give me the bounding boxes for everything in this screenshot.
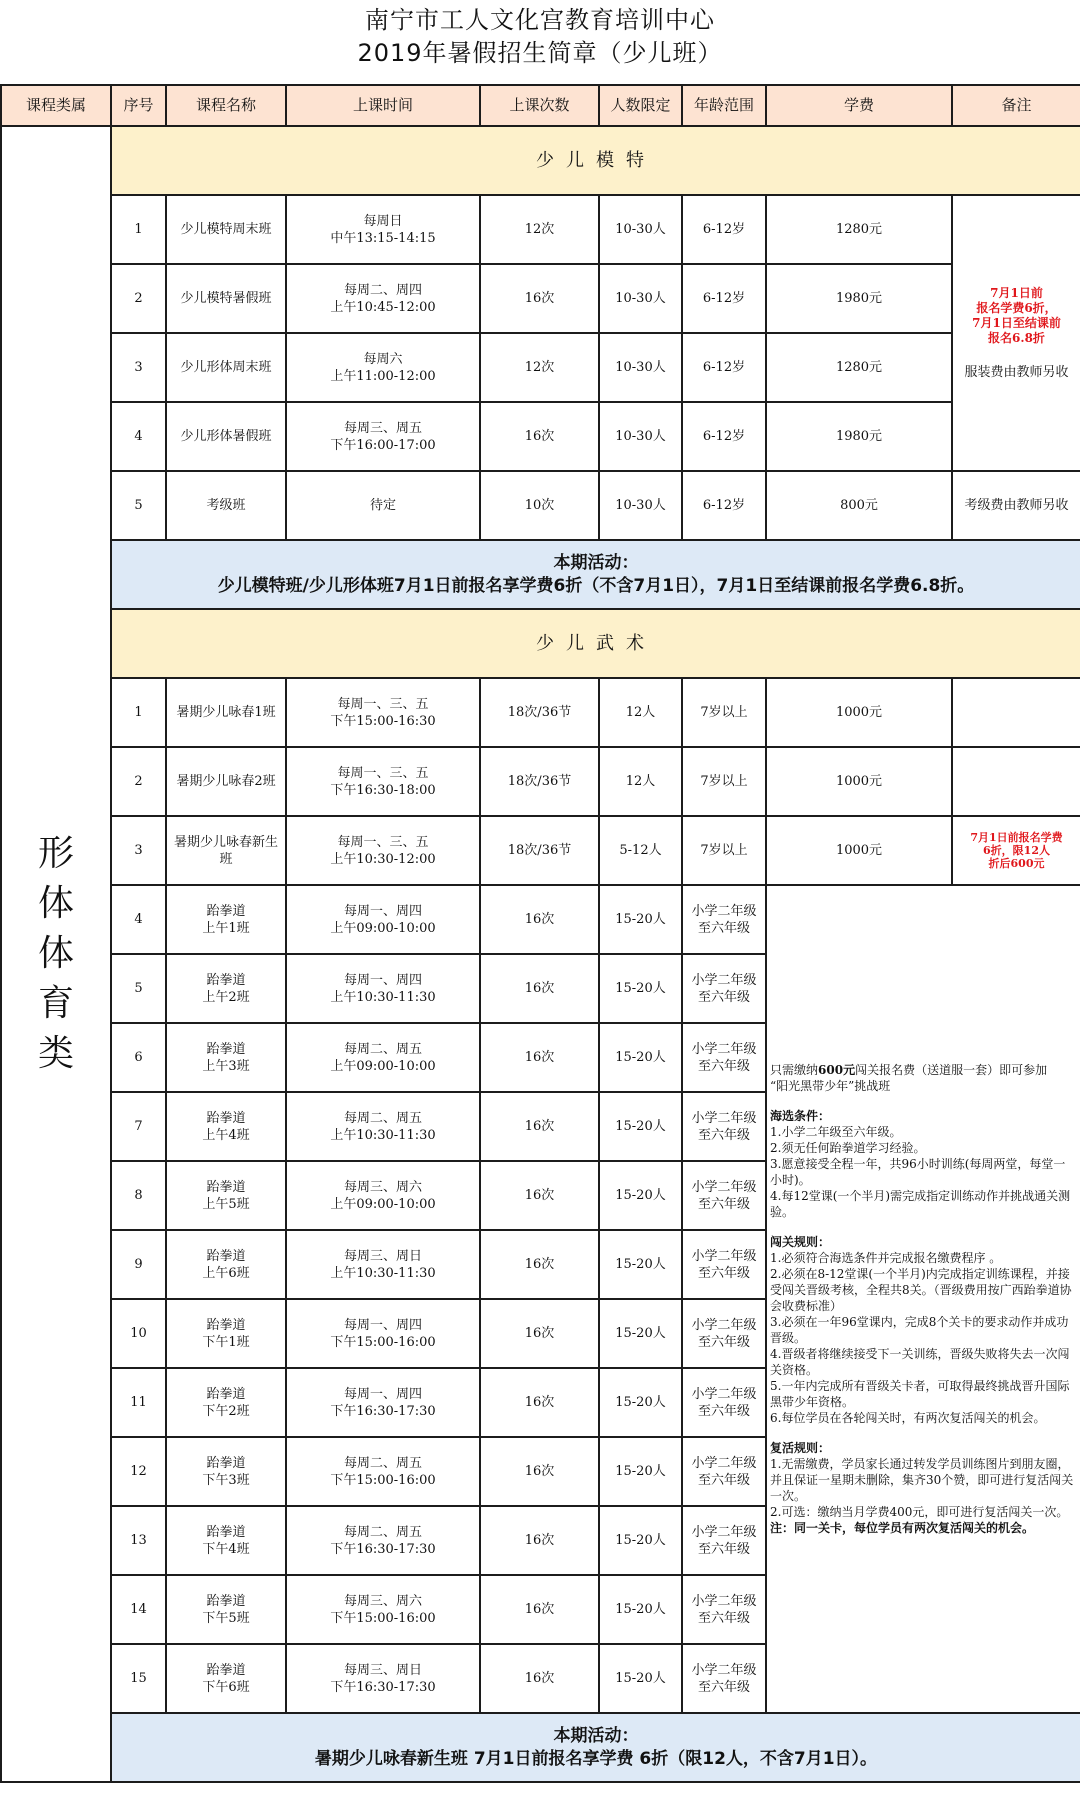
row-name: 跆拳道 上午5班 [166,1161,286,1230]
row-age: 小学二年级 至六年级 [682,1575,766,1644]
row-no: 1 [111,195,166,264]
section-title-modeling: 少儿模特 [111,126,1080,195]
row-time: 每周二、周五 上午09:00-10:00 [286,1023,480,1092]
row-capacity: 15-20人 [599,1161,682,1230]
header-capacity: 人数限定 [599,85,682,126]
row-time: 每周一、周四 下午15:00-16:00 [286,1299,480,1368]
row-name: 考级班 [166,471,286,540]
row-sessions: 18次/36节 [480,678,599,747]
row-no: 4 [111,885,166,954]
row-name: 跆拳道 下午4班 [166,1506,286,1575]
section-martial-header-row [1,609,1080,678]
row-name: 跆拳道 上午4班 [166,1092,286,1161]
row-time: 待定 [286,471,480,540]
row-capacity: 15-20人 [599,1437,682,1506]
row-no: 9 [111,1230,166,1299]
row-sessions: 16次 [480,1230,599,1299]
table-row [1,402,1080,471]
row-name: 暑期少儿咏春1班 [166,678,286,747]
rules-revive-text: 1.无需缴费，学员家长通过转发学员训练图片到朋友圈，并且保证一星期未删除，集齐30个赞，即可进行复活闯关一次。 2.可选：缴纳当月学费400元，即可进行复活闯关一次。 [770,1457,1074,1519]
row-no: 5 [111,954,166,1023]
page-title [0,0,1080,84]
category-label: 形 体 体 育 类 [1,126,111,1782]
row-age: 小学二年级 至六年级 [682,885,766,954]
row-capacity: 15-20人 [599,1299,682,1368]
row-sessions: 12次 [480,195,599,264]
row-capacity: 10-30人 [599,264,682,333]
row-sessions: 16次 [480,1506,599,1575]
row-sessions: 16次 [480,264,599,333]
row-age: 小学二年级 至六年级 [682,1023,766,1092]
row-no: 15 [111,1644,166,1713]
activity-title: 本期活动： [553,1725,639,1746]
row-time: 每周日 中午13:15-14:15 [286,195,480,264]
row-name: 跆拳道 上午3班 [166,1023,286,1092]
table-row [1,747,1080,816]
row-name: 跆拳道 上午1班 [166,885,286,954]
header-time: 上课时间 [286,85,480,126]
row-name: 跆拳道 下午2班 [166,1368,286,1437]
row-sessions: 16次 [480,1299,599,1368]
table-row [1,885,1080,954]
modeling-discount-note [952,195,1080,471]
header-age: 年龄范围 [682,85,766,126]
row-sessions: 12次 [480,333,599,402]
table-row [1,333,1080,402]
header-sessions: 上课次数 [480,85,599,126]
row-no: 10 [111,1299,166,1368]
costume-fee-note: 服装费由教师另收 [964,364,1069,380]
row-capacity: 15-20人 [599,1023,682,1092]
row-age: 6-12岁 [682,264,766,333]
row-sessions: 16次 [480,1368,599,1437]
row-time: 每周一、三、五 下午16:30-18:00 [286,747,480,816]
activity-banner-modeling [111,540,1080,609]
row-sessions: 16次 [480,885,599,954]
activity-row-modeling [1,540,1080,609]
row-capacity: 15-20人 [599,1644,682,1713]
row-name: 跆拳道 下午1班 [166,1299,286,1368]
activity-text: 少儿模特班/少儿形体班7月1日前报名享学费6折（不含7月1日），7月1日至结课前报名学费6.8折。 [217,575,975,596]
rules-heading-selection: 海选条件： [770,1109,831,1123]
row-sessions: 10次 [480,471,599,540]
row-capacity: 10-30人 [599,333,682,402]
header-fee: 学费 [766,85,952,126]
row-name: 跆拳道 上午6班 [166,1230,286,1299]
row-time: 每周一、周四 上午10:30-11:30 [286,954,480,1023]
row-name: 跆拳道 下午3班 [166,1437,286,1506]
activity-text: 暑期少儿咏春新生班 7月1日前报名享学费 6折（限12人，不含7月1日）。 [314,1748,878,1769]
row-age: 小学二年级 至六年级 [682,1161,766,1230]
row-no: 8 [111,1161,166,1230]
row-age: 7岁以上 [682,816,766,885]
row-capacity: 10-30人 [599,402,682,471]
discount-note-red: 7月1日前 报名学费6折， 7月1日至结课前 报名6.8折 [972,285,1061,345]
row-no: 1 [111,678,166,747]
row-capacity: 12人 [599,747,682,816]
row-name: 少儿模特周末班 [166,195,286,264]
row-time: 每周二、周五 上午10:30-11:30 [286,1092,480,1161]
row-age: 小学二年级 至六年级 [682,1506,766,1575]
row-sessions: 16次 [480,1092,599,1161]
row-capacity: 10-30人 [599,195,682,264]
activity-title: 本期活动： [553,552,639,573]
wing-chun-discount-note: 7月1日前报名学费 6折，限12人 折后600元 [952,816,1080,885]
exam-fee-note: 考级费由教师另收 [952,471,1080,540]
row-capacity: 5-12人 [599,816,682,885]
table-row [1,816,1080,885]
row-capacity: 15-20人 [599,1230,682,1299]
row-sessions: 16次 [480,1575,599,1644]
row-name: 跆拳道 下午5班 [166,1575,286,1644]
row-sessions: 16次 [480,1437,599,1506]
row-no: 2 [111,747,166,816]
header-note: 备注 [952,85,1080,126]
title-line-2: 2019年暑假招生简章（少儿班） [357,39,723,67]
row-sessions: 16次 [480,1023,599,1092]
row-time: 每周二、周五 下午15:00-16:00 [286,1437,480,1506]
row-age: 6-12岁 [682,402,766,471]
row-fee: 1000元 [766,747,952,816]
row-name: 少儿模特暑假班 [166,264,286,333]
rules-intro-fee: 600元 [818,1063,856,1077]
header-name: 课程名称 [166,85,286,126]
section-modeling-header-row [1,126,1080,195]
row-age: 6-12岁 [682,333,766,402]
row-age: 小学二年级 至六年级 [682,954,766,1023]
row-no: 6 [111,1023,166,1092]
row-sessions: 18次/36节 [480,816,599,885]
row-time: 每周二、周五 下午16:30-17:30 [286,1506,480,1575]
row-age: 小学二年级 至六年级 [682,1092,766,1161]
row-time: 每周二、周四 上午10:45-12:00 [286,264,480,333]
row-name: 少儿形体周末班 [166,333,286,402]
row-capacity: 15-20人 [599,885,682,954]
row-fee: 1980元 [766,402,952,471]
row-time: 每周三、周六 上午09:00-10:00 [286,1161,480,1230]
row-no: 4 [111,402,166,471]
row-no: 5 [111,471,166,540]
row-time: 每周三、周日 下午16:30-17:30 [286,1644,480,1713]
table-header [1,85,1080,126]
row-time: 每周三、周五 下午16:00-17:00 [286,402,480,471]
row-capacity: 12人 [599,678,682,747]
rules-selection-text: 1.小学二年级至六年级。 2.须无任何跆拳道学习经验。 3.愿意接受全程一年，共96小时训练(每周两堂，每堂一小时)。 4.每12堂课(一个半月)需完成指定训练动作并挑战通关测验。 [770,1125,1071,1219]
row-fee: 1000元 [766,678,952,747]
header-no: 序号 [111,85,166,126]
row-no: 13 [111,1506,166,1575]
taekwondo-rules [766,885,1080,1713]
row-sessions: 16次 [480,402,599,471]
activity-row-martial [1,1713,1080,1782]
row-name: 少儿形体暑假班 [166,402,286,471]
row-name: 跆拳道 下午6班 [166,1644,286,1713]
rules-intro-a: 只需缴纳 [770,1063,819,1077]
rules-heading-revive: 复活规则： [770,1441,831,1455]
row-age: 小学二年级 至六年级 [682,1299,766,1368]
row-age: 小学二年级 至六年级 [682,1230,766,1299]
row-capacity: 15-20人 [599,1575,682,1644]
row-time: 每周一、周四 下午16:30-17:30 [286,1368,480,1437]
row-fee: 1980元 [766,264,952,333]
row-no: 11 [111,1368,166,1437]
row-age: 7岁以上 [682,747,766,816]
row-age: 小学二年级 至六年级 [682,1437,766,1506]
row-no: 7 [111,1092,166,1161]
rules-intro-c: 闯关报名费（送道服一套）即可参加 “阳光黑带少年”挑战班 [770,1063,1048,1093]
row-age: 6-12岁 [682,195,766,264]
row-time: 每周一、周四 上午09:00-10:00 [286,885,480,954]
row-no: 14 [111,1575,166,1644]
row-time: 每周一、三、五 下午15:00-16:30 [286,678,480,747]
row-name: 暑期少儿咏春2班 [166,747,286,816]
row-sessions: 16次 [480,1161,599,1230]
row-no: 2 [111,264,166,333]
row-no: 12 [111,1437,166,1506]
row-fee: 1000元 [766,816,952,885]
table-row [1,264,1080,333]
row-capacity: 15-20人 [599,1368,682,1437]
table-row [1,471,1080,540]
row-time: 每周三、周日 上午10:30-11:30 [286,1230,480,1299]
row-fee: 1280元 [766,195,952,264]
row-no: 3 [111,333,166,402]
activity-banner-martial [111,1713,1080,1782]
row-sessions: 18次/36节 [480,747,599,816]
row-sessions: 16次 [480,1644,599,1713]
rules-footnote: 注：同一关卡，每位学员有两次复活闯关的机会。 [770,1521,1035,1535]
row-age: 6-12岁 [682,471,766,540]
row-note-empty [952,678,1080,747]
row-capacity: 15-20人 [599,1092,682,1161]
row-fee: 800元 [766,471,952,540]
rules-challenge-text: 1.必须符合海选条件并完成报名缴费程序 。 2.必须在8-12堂课(一个半月)内完成指定训练课程，并接受闯关晋级考核，全程共8关。（晋级费用按广西跆拳道协会收费标准） 3.必须在一年96堂课内，完成8个关卡的要求动作并成功晋级。 4.晋级者将继续接受下一关训练，晋级失败将失去一次闯关资格。 5.一年内完成所有晋级关卡者，可取得最终挑战晋升国际黑带少年资格。 6.每位学员在各轮闯关时，有两次复活闯关的机会。 [770,1251,1072,1425]
row-note-empty [952,747,1080,816]
table-row [1,678,1080,747]
row-name: 暑期少儿咏春新生 班 [166,816,286,885]
row-no: 3 [111,816,166,885]
table-row [1,195,1080,264]
row-capacity: 15-20人 [599,1506,682,1575]
row-age: 7岁以上 [682,678,766,747]
row-name: 跆拳道 上午2班 [166,954,286,1023]
rules-heading-challenge: 闯关规则： [770,1235,831,1249]
row-capacity: 10-30人 [599,471,682,540]
row-capacity: 15-20人 [599,954,682,1023]
row-time: 每周六 上午11:00-12:00 [286,333,480,402]
row-sessions: 16次 [480,954,599,1023]
header-category: 课程类属 [1,85,111,126]
title-line-1: 南宁市工人文化宫教育培训中心 [365,6,715,34]
row-age: 小学二年级 至六年级 [682,1644,766,1713]
section-title-martial-arts: 少儿武术 [111,609,1080,678]
row-time: 每周三、周六 下午15:00-16:00 [286,1575,480,1644]
row-age: 小学二年级 至六年级 [682,1368,766,1437]
course-table [0,84,1080,1783]
row-time: 每周一、三、五 上午10:30-12:00 [286,816,480,885]
row-fee: 1280元 [766,333,952,402]
